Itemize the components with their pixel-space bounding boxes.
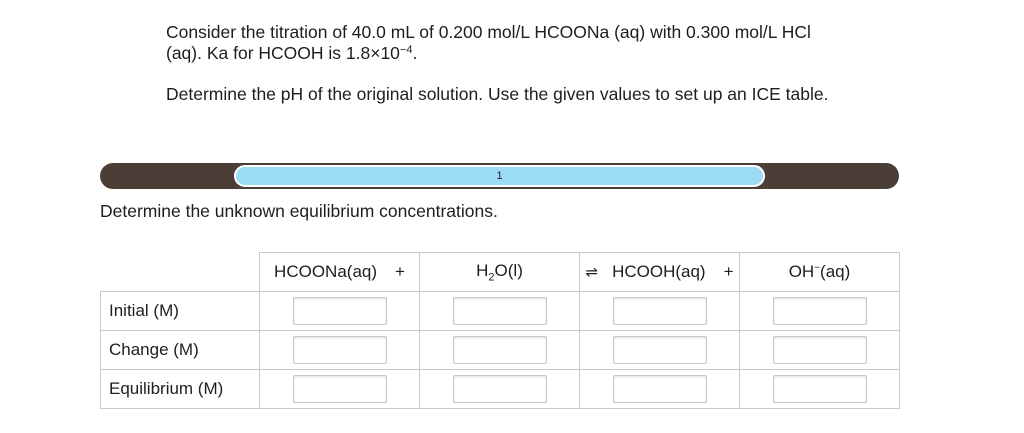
- initial-hcooh-input[interactable]: [613, 297, 707, 325]
- ice-row-equilibrium: [101, 370, 900, 409]
- row-label-change: Change (M): [101, 331, 260, 370]
- initial-hcoona-input[interactable]: [293, 297, 387, 325]
- equilibrium-water-input[interactable]: [453, 375, 547, 403]
- equilibrium-hcoona-input[interactable]: [293, 375, 387, 403]
- species-hcoona: HCOONa(aq) +: [260, 253, 420, 292]
- ice-header-row: [101, 253, 900, 292]
- question-statement: Consider the titration of 40.0 mL of 0.200 mol/L HCOONa (aq) with 0.300 mol/L HCl (aq). Ka for HCOOH is $1.8\times 10^{-4}$.: [166, 22, 811, 63]
- instruction-text: Determine the unknown equilibrium concentrations.: [100, 201, 498, 221]
- ka-exponent: −4: [399, 44, 413, 56]
- ice-row-initial: [101, 292, 900, 331]
- plus-sign: +: [723, 262, 734, 281]
- equilibrium-hcooh-input[interactable]: [613, 375, 707, 403]
- change-water-input[interactable]: [453, 336, 547, 364]
- step-progress-bar: [100, 163, 899, 189]
- initial-water-input[interactable]: [453, 297, 547, 325]
- initial-hydroxide-input[interactable]: [773, 297, 867, 325]
- species-water: $H_2O(l)$: [420, 253, 580, 292]
- equilibrium-hydroxide-input[interactable]: [773, 375, 867, 403]
- change-hcoona-input[interactable]: [293, 336, 387, 364]
- plus-sign: +: [395, 262, 405, 281]
- change-hcooh-input[interactable]: [613, 336, 707, 364]
- equilibrium-arrow-icon: ⇌: [585, 264, 599, 281]
- row-label-equilibrium: Equilibrium (M): [101, 370, 260, 409]
- question-task: Determine the pH of the original solution. Use the given values to set up an ICE table.: [166, 84, 829, 104]
- ice-row-change: [101, 331, 900, 370]
- ice-table: [100, 252, 900, 409]
- row-label-initial: Initial (M): [101, 292, 260, 331]
- species-hydroxide: OH−(aq): [740, 253, 900, 292]
- corner-blank: [101, 253, 260, 292]
- species-hcooh: ⇌ HCOOH(aq) +: [580, 253, 740, 292]
- step-number: 1: [496, 170, 503, 182]
- step-progress-fill[interactable]: [234, 165, 765, 187]
- change-hydroxide-input[interactable]: [773, 336, 867, 364]
- question-text: [166, 22, 846, 105]
